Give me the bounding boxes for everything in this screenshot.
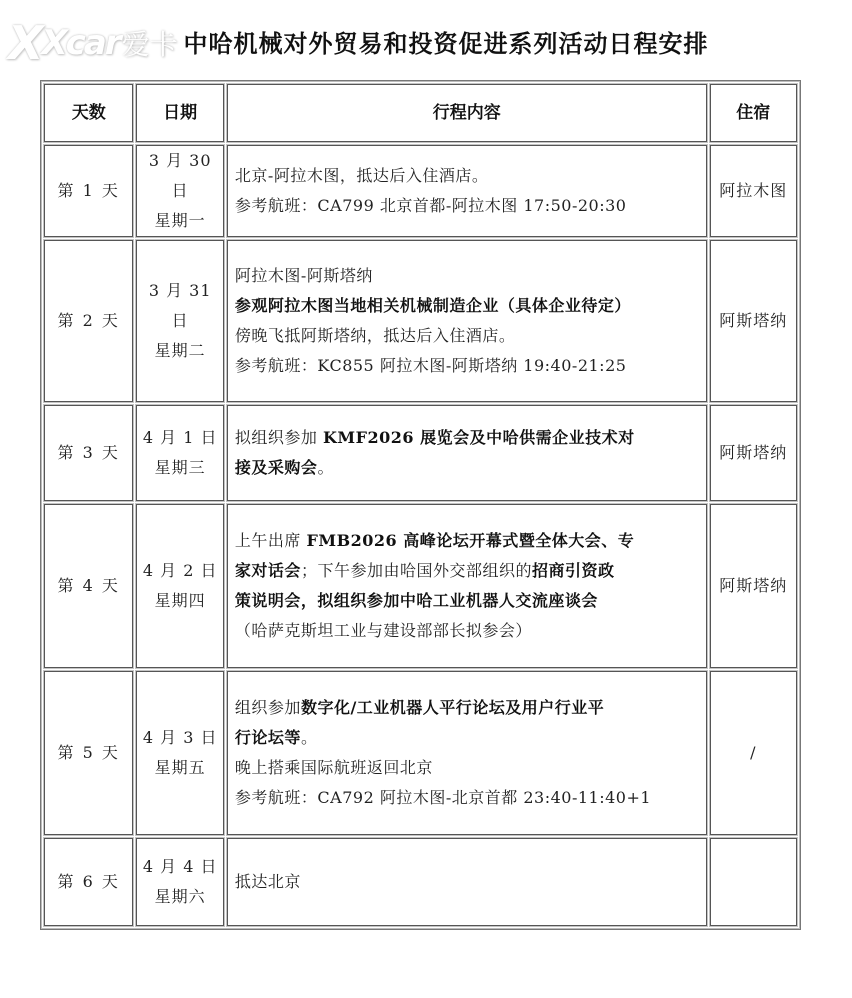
weekday-text: 星期四 [154, 591, 206, 610]
content-line [235, 291, 702, 321]
content-text: 北京-阿拉木图，抵达后入住酒店。 [234, 166, 489, 185]
content-line [235, 586, 702, 616]
content-line [235, 556, 702, 586]
content-line [235, 161, 702, 191]
content-text: 上午出席 [234, 531, 307, 550]
day-cell: 第 1 天 [44, 145, 133, 237]
content-line [235, 753, 702, 783]
watermark-latin: Xcar [41, 23, 120, 63]
content-text: 参考航班：CA799 北京首都-阿拉木图 17:50-20:30 [234, 196, 627, 215]
content-text: ；下午参加由哈国外交部组织的 [300, 561, 532, 580]
table-row [44, 504, 797, 668]
content-line [235, 453, 702, 483]
day-cell: 第 2 天 [44, 240, 133, 402]
date-text: 4 月 4 日 [142, 857, 218, 876]
date-cell [136, 671, 223, 835]
weekday-text: 星期二 [154, 341, 206, 360]
content-line [235, 261, 702, 291]
content-text-bold: FMB2026 高峰论坛开幕式暨全体大会、专 [306, 531, 635, 550]
date-cell [136, 838, 223, 926]
content-text: 抵达北京 [234, 872, 301, 891]
day-cell: 第 6 天 [44, 838, 133, 926]
content-text-bold: 招商引资政 [531, 561, 615, 580]
table-header-row [44, 84, 797, 142]
content-text-bold: 行论坛等 [234, 728, 301, 747]
content-text-bold: KMF2026 展览会及中哈供需企业技术对 [323, 428, 635, 447]
content-text-bold: 家对话会 [234, 561, 301, 580]
content-line [235, 867, 702, 897]
date-text: 4 月 2 日 [142, 561, 218, 580]
content-text: 傍晚飞抵阿斯塔纳，抵达后入住酒店。 [234, 326, 516, 345]
content-text: 。 [317, 458, 334, 477]
day-cell: 第 4 天 [44, 504, 133, 668]
weekday-text: 星期五 [154, 758, 206, 777]
date-cell [136, 145, 223, 237]
content-text: 拟组织参加 [234, 428, 324, 447]
content-text: （哈萨克斯坦工业与建设部部长拟参会） [234, 621, 532, 640]
content-text-bold: 参观阿拉木图当地相关机械制造企业（具体企业待定） [234, 296, 631, 315]
content-cell [227, 145, 707, 237]
date-text: 4 月 1 日 [142, 428, 218, 447]
watermark-cn: 爱卡 [121, 28, 178, 61]
schedule-body [44, 145, 797, 926]
header-date: 日期 [136, 84, 223, 142]
day-cell: 第 3 天 [44, 405, 133, 501]
content-cell [227, 504, 707, 668]
table-row [44, 240, 797, 402]
lodging-cell: 阿拉木图 [710, 145, 797, 237]
date-cell [136, 240, 223, 402]
lodging-cell: 阿斯塔纳 [710, 240, 797, 402]
header-day: 天数 [44, 84, 133, 142]
content-line [235, 351, 702, 381]
content-text: 。 [300, 728, 318, 747]
content-line [235, 191, 702, 221]
content-line [235, 723, 702, 753]
content-line [235, 783, 702, 813]
content-text: 参考航班：KC855 阿拉木图-阿斯塔纳 19:40-21:25 [234, 356, 627, 375]
weekday-text: 星期一 [154, 211, 206, 230]
header-lodging: 住宿 [710, 84, 797, 142]
content-cell [227, 671, 707, 835]
lodging-cell: / [710, 671, 797, 835]
table-row [44, 405, 797, 501]
document-title: 中哈机械对外贸易和投资促进系列活动日程安排 [183, 30, 709, 58]
content-line [235, 321, 702, 351]
content-text-bold: 接及采购会 [234, 458, 318, 477]
date-text: 3 月 30 日 [148, 151, 212, 200]
weekday-text: 星期六 [154, 887, 206, 906]
watermark-x-mark: X [8, 16, 42, 70]
content-line [235, 526, 702, 556]
weekday-text: 星期三 [154, 458, 206, 477]
date-cell [136, 504, 223, 668]
content-text-bold: 策说明会，拟组织参加中哈工业机器人交流座谈会 [234, 591, 598, 610]
content-cell [227, 838, 707, 926]
content-text-bold: 数字化/工业机器人平行论坛及用户行业平 [300, 698, 605, 717]
table-row [44, 838, 797, 926]
schedule-table [40, 80, 801, 930]
content-text: 阿拉木图-阿斯塔纳 [234, 266, 373, 285]
date-text: 4 月 3 日 [142, 728, 218, 747]
table-row [44, 671, 797, 835]
lodging-cell: 阿斯塔纳 [710, 504, 797, 668]
content-text: 组织参加 [234, 698, 301, 717]
content-cell [227, 405, 707, 501]
header-content: 行程内容 [227, 84, 707, 142]
content-cell [227, 240, 707, 402]
day-cell: 第 5 天 [44, 671, 133, 835]
xcar-watermark-logo [8, 18, 178, 68]
lodging-cell [710, 838, 797, 926]
content-line [235, 616, 702, 646]
content-line [235, 693, 702, 723]
date-text: 3 月 31 日 [148, 281, 212, 330]
content-text: 参考航班：CA792 阿拉木图-北京首都 23:40-11:40+1 [234, 788, 652, 807]
lodging-cell: 阿斯塔纳 [710, 405, 797, 501]
content-line [235, 423, 702, 453]
date-cell [136, 405, 223, 501]
content-text: 晚上搭乘国际航班返回北京 [234, 758, 433, 777]
table-row [44, 145, 797, 237]
